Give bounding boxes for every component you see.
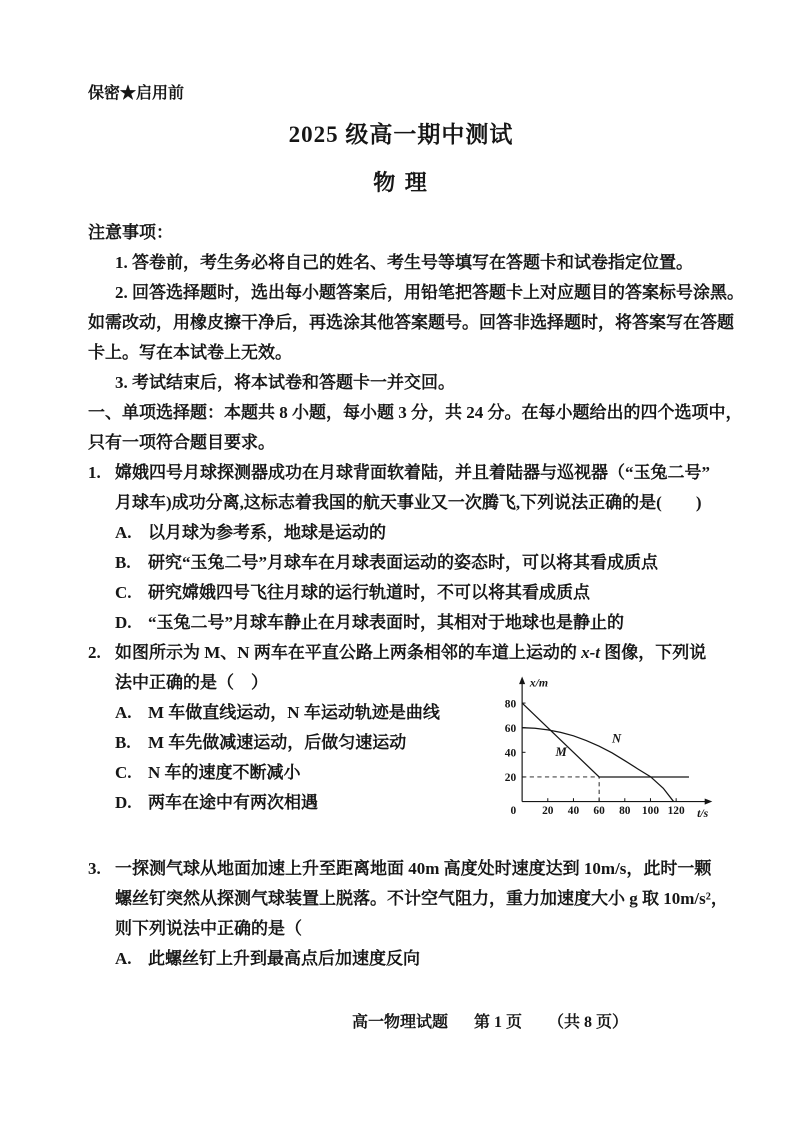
question-2-stem-line-1: 如图所示为 M、N 两车在平直公路上两条相邻的车道上运动的 x-t 图像，下列说 [115, 643, 707, 662]
x-axis-label: t/s [697, 805, 709, 820]
footer-doc-title: 高一物理试题 [351, 1014, 448, 1031]
x-tick-label: 120 [667, 805, 685, 818]
option-text: 两车在途中有两次相遇 [148, 793, 318, 812]
question-1-option-b [115, 548, 714, 578]
y-tick-label: 80 [504, 698, 517, 711]
question-3 [88, 854, 728, 974]
option-label: B. [115, 733, 131, 752]
x-tick-label: 60 [593, 805, 605, 818]
option-label: A. [115, 523, 132, 542]
x-tick-label: 80 [619, 805, 631, 818]
option-label: A. [115, 949, 132, 968]
exam-title: 2025 级高一期中测试 [288, 122, 514, 147]
y-tick-label: 40 [504, 747, 517, 760]
footer-page-number: 第 1 页 [473, 1014, 522, 1031]
x-tick-label: 100 [641, 805, 660, 818]
question-1-stem-line-2: 月球车)成功分离,这标志着我国的航天事业又一次腾飞,下列说法正确的是( ) [115, 493, 702, 512]
page-footer [352, 1008, 628, 1038]
option-text: 研究“玉兔二号”月球车在月球表面运动的姿态时，可以将其看成质点 [148, 553, 658, 572]
origin-label: 0 [510, 805, 517, 818]
option-text: “玉兔二号”月球车静止在月球表面时，其相对于地球也是静止的 [148, 613, 624, 632]
xt-variable: x-t [581, 643, 600, 662]
notice-item-2-line-3: 卡上。写在本试卷上无效。 [88, 343, 292, 362]
y-tick-label: 60 [504, 722, 517, 735]
question-1-stem-line-1: 嫦娥四号月球探测器成功在月球背面软着陆，并且着陆器与巡视器（“玉兔二号” [115, 463, 710, 482]
option-label: D. [115, 793, 132, 812]
question-2-option-a [115, 698, 486, 728]
question-1-option-a [115, 518, 714, 548]
question-1 [88, 458, 714, 638]
option-label: C. [115, 763, 132, 782]
question-3-stem-line-2: 螺丝钉突然从探测气球装置上脱落。不计空气阻力，重力加速度大小 g 取 10m/s²， [115, 889, 728, 908]
series-M [522, 703, 689, 777]
x-tick-label: 40 [567, 805, 580, 818]
y-tick-label: 20 [504, 772, 517, 785]
option-label: C. [115, 583, 132, 602]
notice-item-2-line-2: 如需改动，用橡皮擦干净后，再选涂其他答案题号。回答非选择题时，将答案写在答题 [88, 313, 734, 332]
question-2-option-b [115, 728, 486, 758]
question-2-number: 2. [88, 643, 101, 662]
y-axis-arrow-icon [519, 676, 525, 684]
notice-item-2-line-1: 2. 回答选择题时，选出每小题答案后，用铅笔把答题卡上对应题目的答案标号涂黑。 [115, 283, 744, 302]
series-label-N: N [611, 731, 622, 746]
classification-label: 保密★启用前 [88, 85, 185, 102]
option-text: M 车做直线运动，N 车运动轨迹是曲线 [148, 703, 440, 722]
question-3-option-a [115, 944, 714, 974]
x-tick-label: 20 [542, 805, 554, 818]
y-axis-label: x/m [529, 675, 549, 690]
position-time-graph [490, 660, 714, 840]
x-axis-arrow-icon [705, 799, 713, 805]
question-1-number: 1. [88, 463, 101, 482]
option-text: 以月球为参考系，地球是运动的 [148, 523, 386, 542]
question-1-option-d [115, 608, 714, 638]
question-2-stem-line-2: 法中正确的是（ ） [115, 673, 268, 692]
notice-heading: 注意事项： [88, 223, 173, 242]
option-label: D. [115, 613, 132, 632]
option-label: B. [115, 553, 131, 572]
option-text: M 车先做减速运动，后做匀速运动 [148, 733, 407, 752]
question-3-number: 3. [88, 859, 101, 878]
series-N [522, 728, 673, 802]
question-2 [88, 638, 714, 840]
section-heading-line-2: 只有一项符合题目要求。 [88, 433, 275, 452]
section-heading-line-1: 一、单项选择题：本题共 8 小题，每小题 3 分，共 24 分。在每小题给出的四个选项中， [88, 403, 743, 422]
option-text: N 车的速度不断减小 [148, 763, 301, 782]
series-label-M: M [555, 745, 567, 760]
question-3-stem-line-3: 则下列说法中正确的是（ [115, 919, 302, 938]
question-1-option-c [115, 578, 714, 608]
question-2-option-c [115, 758, 486, 788]
option-text: 此螺丝钉上升到最高点后加速度反向 [148, 949, 420, 968]
subject-title: 物 理 [373, 170, 429, 195]
notice-item-3: 3. 考试结束后，将本试卷和答题卡一并交回。 [115, 373, 455, 392]
question-2-option-d [115, 788, 486, 818]
option-text: 研究嫦娥四号飞往月球的运行轨道时，不可以将其看成质点 [148, 583, 590, 602]
notice-item-1: 1. 答卷前，考生务必将自己的姓名、考生号等填写在答题卡和试卷指定位置。 [115, 253, 693, 272]
option-label: A. [115, 703, 132, 722]
footer-page-total: （共 8 页） [547, 1014, 628, 1031]
question-3-stem-line-1: 一探测气球从地面加速上升至距离地面 40m 高度处时速度达到 10m/s，此时一颗 [115, 859, 712, 878]
